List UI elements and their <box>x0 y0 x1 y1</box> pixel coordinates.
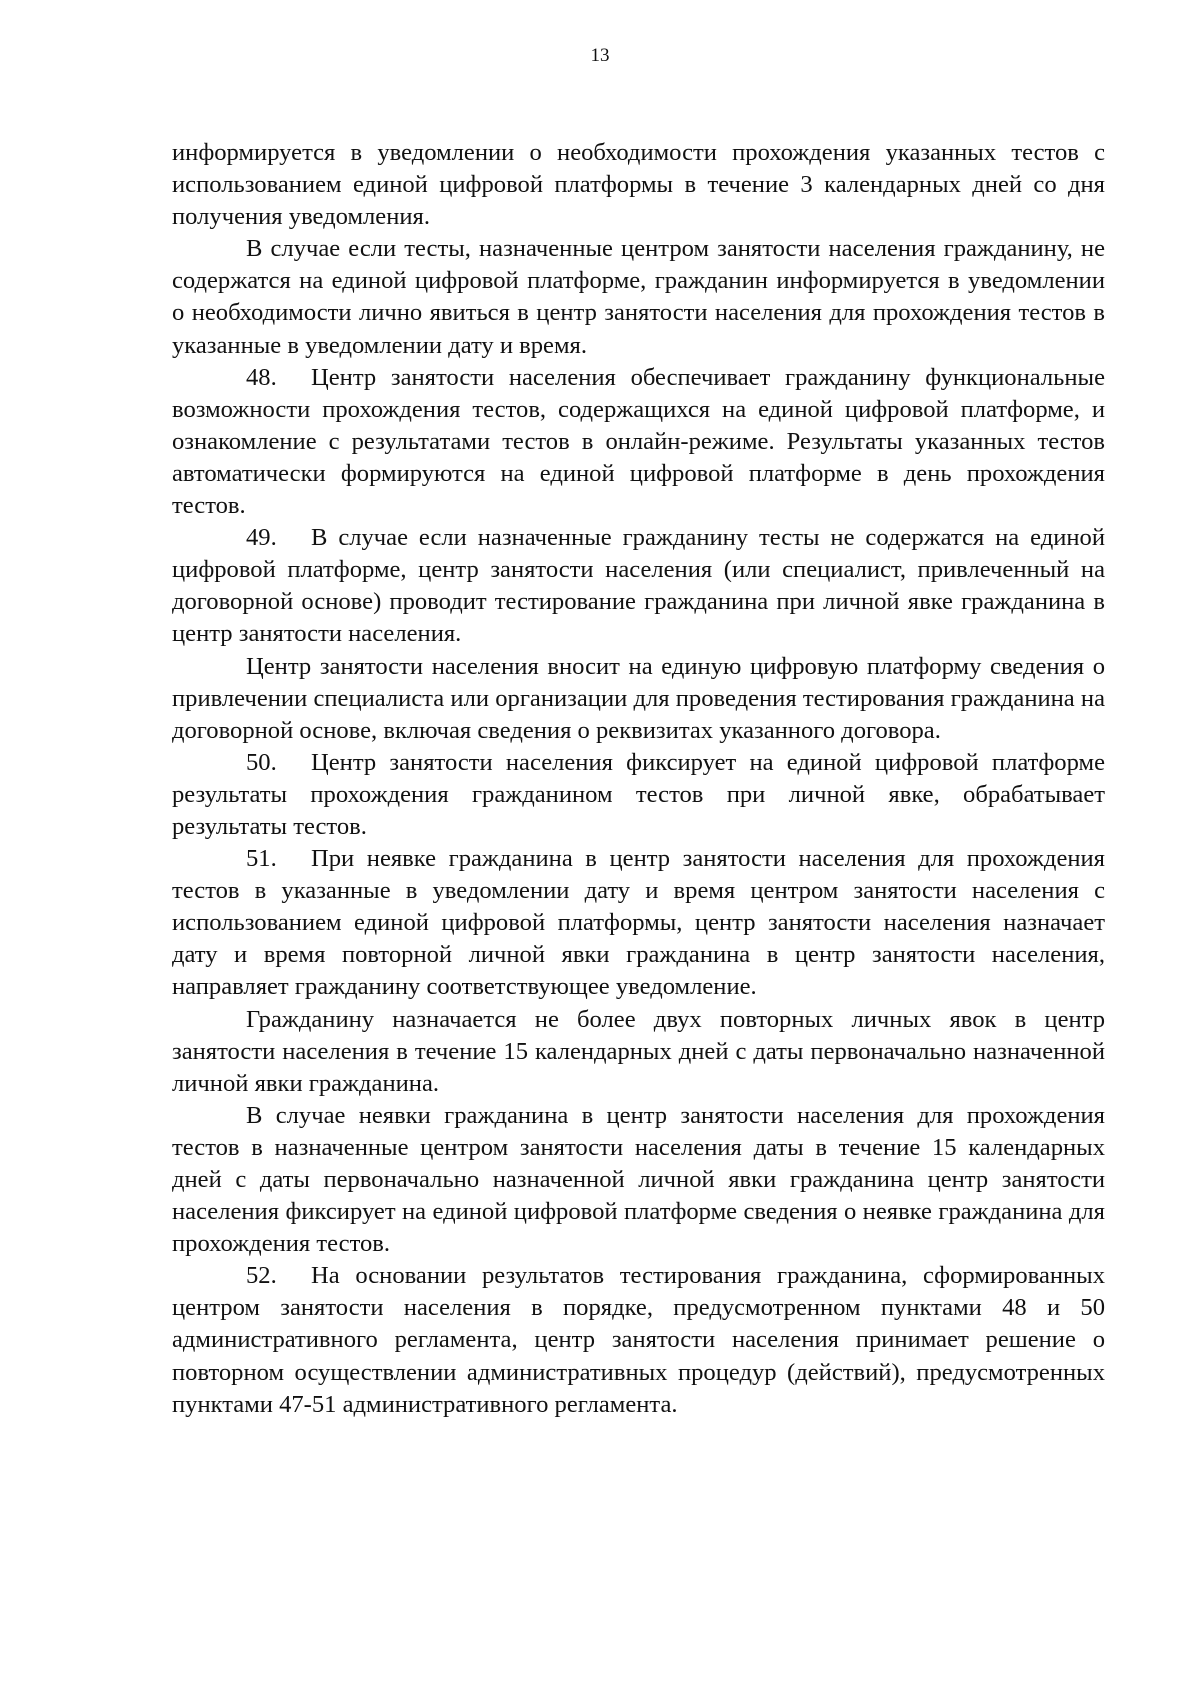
paragraph <box>172 651 1105 747</box>
paragraph-number: 52. <box>246 1262 277 1290</box>
paragraph <box>172 1004 1105 1100</box>
paragraph-text: Центр занятости населения вносит на единую цифровую платформу сведения о привлечении специалиста или организации для проведения тестирования гражданина на договорной основе, включая сведения о реквизитах указанного договора. <box>172 652 1105 744</box>
paragraph-52 <box>172 1260 1105 1420</box>
paragraph-text: Центр занятости населения обеспечивает гражданину функциональные возможности прохождения тестов, содержащихся на единой цифровой платформе, и ознакомление с результатами тестов в онлайн-режиме. Результаты указанных тестов автоматически формируются на единой цифровой платформе в день прохождения тестов. <box>172 363 1105 520</box>
page-number: 13 <box>590 45 610 66</box>
paragraph <box>172 1100 1105 1260</box>
paragraph-text: В случае неявки гражданина в центр занятости населения для прохождения тестов в назначенные центром занятости населения даты в течение 15 календарных дней с даты первоначально назначенной личной явки гражданина центр занятости населения фиксирует на единой цифровой платформе сведения о неявке гражданина для прохождения тестов. <box>172 1101 1105 1258</box>
paragraph <box>172 233 1105 361</box>
paragraph-number: 50. <box>246 748 277 776</box>
paragraph-number: 49. <box>246 524 277 552</box>
paragraph-49 <box>172 522 1105 650</box>
paragraph-text: В случае если тесты, назначенные центром занятости населения гражданину, не содержатся на единой цифровой платформе, гражданин информируется в уведомлении о необходимости лично явиться в центр занятости населения для прохождения тестов в указанные в уведомлении дату и время. <box>172 235 1105 359</box>
paragraph-text: Гражданину назначается не более двух повторных личных явок в центр занятости населения в течение 15 календарных дней с даты первоначально назначенной личной явки гражданина. <box>172 1005 1105 1097</box>
paragraph-50 <box>172 747 1105 843</box>
paragraph-number: 51. <box>246 845 277 873</box>
paragraph-text: информируется в уведомлении о необходимости прохождения указанных тестов с использованием единой цифровой платформы в течение 3 календарных дней со дня получения уведомления. <box>172 139 1105 231</box>
paragraph-text: На основании результатов тестирования гражданина, сформированных центром занятости населения в порядке, предусмотренном пунктами 48 и 50 административного регламента, центр занятости населения принимает решение о повторном осуществлении административных процедур (действий), предусмотренных пунктами 47-51 административного регламента. <box>172 1262 1105 1418</box>
paragraph-51 <box>172 843 1105 1003</box>
paragraph-number: 48. <box>246 363 277 391</box>
paragraph-text: При неявке гражданина в центр занятости населения для прохождения тестов в указанные в уведомлении дату и время центром занятости населения с использованием единой цифровой платформы, центр занятости населения назначает дату и время повторной личной явки гражданина в центр занятости населения, направляет гражданину соответствующее уведомление. <box>172 845 1105 1001</box>
document-body <box>172 137 1105 1421</box>
paragraph-text: В случае если назначенные гражданину тесты не содержатся на единой цифровой платформе, центр занятости населения (или специалист, привлеченный на договорной основе) проводит тестирование гражданина при личной явке гражданина в центр занятости населения. <box>172 524 1105 648</box>
paragraph-48 <box>172 362 1105 522</box>
paragraph-text: Центр занятости населения фиксирует на единой цифровой платформе результаты прохождения гражданином тестов при личной явке, обрабатывает результаты тестов. <box>172 748 1105 840</box>
paragraph <box>172 137 1105 233</box>
